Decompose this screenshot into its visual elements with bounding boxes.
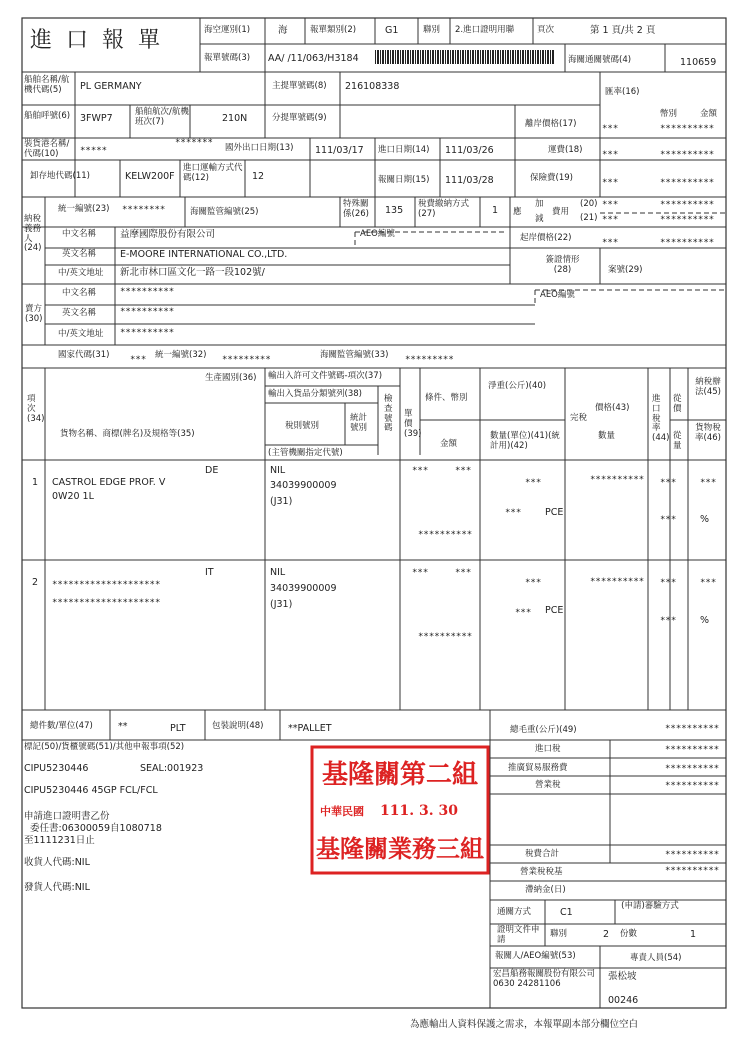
country-value: *** xyxy=(130,355,147,365)
port-value: ***** xyxy=(80,146,108,156)
add-value: *** xyxy=(602,200,619,210)
item-2-ad-val: *** xyxy=(660,616,677,626)
master-bl-value: 216108338 xyxy=(345,81,400,92)
sub-amount: ********** xyxy=(660,215,715,225)
business-value: ********** xyxy=(665,781,720,791)
report-date-value: 111/03/28 xyxy=(445,175,494,186)
packing-value: **PALLET xyxy=(288,723,332,734)
ad-col-label: 從價 xyxy=(673,394,682,414)
item-1-rate: *** xyxy=(660,478,677,488)
item-2-desc2: ******************** xyxy=(52,598,161,608)
house-bl-label: 分提單號碼(9) xyxy=(272,113,327,123)
packing-label: 包裝說明(48) xyxy=(212,721,264,731)
item-1-terms2: *** xyxy=(455,466,472,476)
business-base-label: 營業稅稅基 xyxy=(520,867,563,877)
seller-address-value: ********** xyxy=(120,328,175,338)
item-1-no: 1 xyxy=(32,477,39,488)
qty-col-label: 數量(單位)(41)(統計用)(42) xyxy=(490,431,560,451)
cert-copy-label: 聯別 xyxy=(550,929,568,939)
copy-label: 聯別 xyxy=(423,25,441,35)
currency-label: 幣別 xyxy=(660,109,678,119)
taxpayer-cn-name-label: 中文名稱 xyxy=(62,229,97,239)
add-no: (20) xyxy=(580,199,598,209)
item-2-amount: ********** xyxy=(418,632,473,642)
item-1-desc2: 0W20 1L xyxy=(52,491,94,502)
seller-section-label: 賣方(30) xyxy=(25,304,43,324)
item-2-method: *** xyxy=(700,578,717,588)
import-date-value: 111/03/26 xyxy=(445,145,494,156)
item-2-rate: *** xyxy=(660,578,677,588)
qty2-col-label: 數量 xyxy=(598,431,616,441)
taxpayer-uniform-value: ******** xyxy=(122,205,166,215)
late-label: 滯納金(日) xyxy=(525,885,566,895)
stamp-date: 111. 3. 30 xyxy=(380,803,458,819)
promo-value: ********** xyxy=(665,764,720,774)
item-1-weight: *** xyxy=(525,478,542,488)
item-2-weight: *** xyxy=(525,578,542,588)
item-2-origin: IT xyxy=(205,567,214,578)
unit-price-col-label: 單價(39) xyxy=(404,409,422,439)
callsign-value: 3FWP7 xyxy=(80,113,113,124)
total-label: 稅費合計 xyxy=(525,849,560,859)
taxpayer-supervision-label: 海關監管編號(25) xyxy=(190,207,259,217)
item-1-pct: % xyxy=(700,514,710,525)
staff-name: 張松坡 xyxy=(608,971,637,982)
terms-col-label: 條件、幣別 xyxy=(425,393,468,403)
sub-label: 減 xyxy=(535,214,544,224)
goods-tax-col-label: 貨物稅率(46) xyxy=(695,423,721,443)
footer-note: 為應輸出人資料保護之需求，本報單副本部分欄位空白 xyxy=(410,1019,639,1030)
unload-value: KELW200F xyxy=(125,171,175,182)
insurance-amount: ********** xyxy=(660,178,715,188)
request-label: (申請)審驗方式 xyxy=(621,901,679,911)
case-label: 案號(29) xyxy=(608,265,643,275)
marks-line1: CIPU5230446 xyxy=(24,763,89,774)
item-1-agency: (J31) xyxy=(270,496,293,507)
add-amount: ********** xyxy=(660,200,715,210)
item-2-terms1: *** xyxy=(412,568,429,578)
item-2-qty: *** xyxy=(515,608,532,618)
transport-value: 海 xyxy=(278,25,288,36)
decl-no-label: 報單號碼(3) xyxy=(204,53,251,63)
insurance-label: 保險費(19) xyxy=(530,173,573,183)
sub-value: *** xyxy=(602,215,619,225)
cert-copy-value: 2 xyxy=(603,929,610,940)
item-2-agency: (J31) xyxy=(270,599,293,610)
voyage-label: 船舶航次/航機班次(7) xyxy=(135,107,189,127)
port-extra: ******* xyxy=(175,138,213,148)
item-1-method: *** xyxy=(700,478,717,488)
agency-col-label: (主管機關指定代號) xyxy=(268,448,343,458)
origin-col-label: 生產國別(36) xyxy=(205,373,257,383)
freight-value: *** xyxy=(602,150,619,160)
item-1-qty: *** xyxy=(505,508,522,518)
cert-label: 證明文件申請 xyxy=(497,925,540,945)
gross-label: 總毛重(公斤)(49) xyxy=(510,725,577,735)
form-title: 進口報單 xyxy=(30,28,175,53)
marks-label: 標記(50)/貨櫃號碼(51)/其他申報事項(52) xyxy=(24,742,185,752)
marks-line3: 申請進口證明書乙份 xyxy=(24,811,110,822)
item-1-tariff: 34039900009 xyxy=(270,480,337,491)
pieces-value: ** xyxy=(118,721,128,732)
net-weight-col-label: 淨重(公斤)(40) xyxy=(488,381,547,391)
item-1-value: ********** xyxy=(590,475,645,485)
seller-uniform-label: 統一編號(32) xyxy=(155,350,207,360)
taxpayer-cn-name-value: 益摩國際股份有限公司 xyxy=(120,229,216,240)
decl-no-value: AA/ /11/063/H3184 xyxy=(268,53,359,64)
transport-mode-value: 12 xyxy=(252,171,265,182)
item-1-unit: PCE xyxy=(545,507,564,518)
seller-supervision-value: ********* xyxy=(405,355,454,365)
fob-label: 離岸價格(17) xyxy=(525,119,577,129)
broker-name: 宏昌船務報關股份有限公司 0630 24281106 xyxy=(493,969,596,989)
page-label: 頁次 xyxy=(537,25,555,35)
sub-no: (21) xyxy=(580,213,598,223)
vessel-name-label: 船舶名稱/航機代碼(5) xyxy=(24,75,70,95)
stamp-bottom: 基隆關業務三組 xyxy=(316,834,484,863)
import-date-label: 進口日期(14) xyxy=(378,145,430,155)
gross-value: ********** xyxy=(665,724,720,734)
special-label: 特殊關係(26) xyxy=(343,199,369,219)
cif-value: *** xyxy=(602,238,619,248)
item-1-desc1: CASTROL EDGE PROF. V xyxy=(52,477,166,488)
transport-mode-label: 進口運輸方式代碼(12) xyxy=(183,163,243,183)
import-tax-label: 進口稅 xyxy=(535,744,561,754)
port-label: 裝貨港名稱/代碼(10) xyxy=(24,139,70,159)
doc-label: 簽證情形(28) xyxy=(545,255,580,275)
seller-address-label: 中/英文地址 xyxy=(58,329,104,339)
seller-en-name-value: ********** xyxy=(120,307,175,317)
tariff-col-label: 稅則號別 xyxy=(285,421,320,431)
value-col-label: 價格(43) xyxy=(595,403,630,413)
taxpayer-uniform-label: 統一編號(23) xyxy=(58,204,110,214)
pay-method-value: 1 xyxy=(492,205,499,216)
stat-col-label: 統計號別 xyxy=(350,413,368,433)
customs-code-value: 110659 xyxy=(680,57,717,68)
seller-en-name-label: 英文名稱 xyxy=(62,308,97,318)
freight-label: 運費(18) xyxy=(548,145,583,155)
cif-amount: ********** xyxy=(660,238,715,248)
customs-code-label: 海關通關號碼(4) xyxy=(568,55,632,65)
category-label: 報單類別(2) xyxy=(310,25,357,35)
marks-line5: 至1111231日止 xyxy=(24,835,95,846)
item-2-tariff: 34039900009 xyxy=(270,583,337,594)
item-1-amount: ********** xyxy=(418,530,473,540)
insurance-value: *** xyxy=(602,178,619,188)
category-value: G1 xyxy=(385,25,399,36)
customs-stamp xyxy=(310,745,490,875)
export-date-value: 111/03/17 xyxy=(315,145,364,156)
pay-method-label: 稅費繳納方式(27) xyxy=(418,199,470,219)
staff-no: 00246 xyxy=(608,995,639,1006)
business-label: 營業稅 xyxy=(535,780,561,790)
taxpayer-en-name-label: 英文名稱 xyxy=(62,249,97,259)
callsign-label: 船舶呼號(6) xyxy=(24,111,71,121)
rate-label: 匯率(16) xyxy=(605,87,640,97)
export-date-label: 國外出口日期(13) xyxy=(225,143,294,153)
should-label: 應 xyxy=(513,207,522,217)
taxpayer-section-label: 納稅義務人(24) xyxy=(24,214,42,254)
marks-line2: CIPU5230446 45GP FCL/FCL xyxy=(24,785,158,796)
vessel-name-value: PL GERMANY xyxy=(80,81,142,92)
item-2-unit: PCE xyxy=(545,605,564,616)
desc-col-label: 貨物名稱、商標(牌名)及規格等(35) xyxy=(60,429,195,439)
marks-receiver: 收貨人代碼:NIL xyxy=(24,857,90,868)
method-col-label: 納稅辦法(45) xyxy=(695,377,721,397)
class-col-label: 輸出入貨品分類號列(38) xyxy=(268,389,362,399)
master-bl-label: 主提單號碼(8) xyxy=(272,81,327,91)
item-2-terms2: *** xyxy=(455,568,472,578)
inspect-col-label: 檢查號碼 xyxy=(384,394,393,434)
item-2-desc1: ******************** xyxy=(52,580,161,590)
taxpayer-address-value: 新北市林口區文化一路一段102號/ xyxy=(120,267,265,278)
page-text: 第 1 頁/共 2 頁 xyxy=(590,25,656,36)
stamp-date-prefix: 中華民國 xyxy=(320,805,364,818)
copy-value: 2.進口證明用聯 xyxy=(455,25,515,35)
item-2-permit: NIL xyxy=(270,567,286,578)
fee-label: 費用 xyxy=(552,207,570,217)
marks-seal: SEAL:001923 xyxy=(140,763,204,774)
amount-label: 金額 xyxy=(700,109,718,119)
item-col-label: 項次(34) xyxy=(27,394,45,424)
count-value: 1 xyxy=(690,929,697,940)
sp-col-label: 從量 xyxy=(673,431,682,451)
marks-sender: 發貨人代碼:NIL xyxy=(24,882,90,893)
taxpayer-aeo-label: AEO編號 xyxy=(360,229,395,239)
seller-cn-name-value: ********** xyxy=(120,287,175,297)
stamp-top: 基隆關第二組 xyxy=(321,760,479,790)
country-label: 國家代碼(31) xyxy=(58,350,110,360)
staff-label: 專責人員(54) xyxy=(630,953,682,963)
report-date-label: 報關日期(15) xyxy=(378,175,430,185)
pieces-label: 總件數/單位(47) xyxy=(30,721,93,731)
count-label: 份數 xyxy=(620,929,638,939)
business-base-value: ********** xyxy=(665,866,720,876)
seller-aeo-label: AEO編號 xyxy=(540,290,575,300)
unload-label: 卸存地代碼(11) xyxy=(30,171,90,181)
transport-label: 海空運別(1) xyxy=(204,25,251,35)
taxpayer-en-name-value: E-MOORE INTERNATIONAL CO.,LTD. xyxy=(120,249,288,260)
item-2-pct: % xyxy=(700,615,710,626)
clearance-label: 通關方式 xyxy=(497,907,532,917)
pieces-unit: PLT xyxy=(170,723,186,734)
seller-supervision-label: 海關監管編號(33) xyxy=(320,350,389,360)
amount-col-label: 金額 xyxy=(440,439,458,449)
promo-label: 推廣貿易服務費 xyxy=(508,763,568,773)
voyage-value: 210N xyxy=(222,113,248,124)
fob-amount: ********** xyxy=(660,124,715,134)
marks-line4: 委任書:06300059自1080718 xyxy=(30,823,162,834)
item-1-ad-val: *** xyxy=(660,515,677,525)
broker-label: 報關人/AEO編號(53) xyxy=(495,951,576,961)
seller-uniform-value: ********* xyxy=(222,355,271,365)
clearance-value: C1 xyxy=(560,907,573,918)
item-1-origin: DE xyxy=(205,465,219,476)
freight-amount: ********** xyxy=(660,150,715,160)
permit-col-label: 輸出入許可文件號碼-項次(37) xyxy=(268,371,383,381)
item-2-no: 2 xyxy=(32,577,39,588)
item-1-terms1: *** xyxy=(412,466,429,476)
barcode xyxy=(375,50,555,64)
special-value: 135 xyxy=(385,205,404,216)
add-label: 加 xyxy=(535,199,544,209)
fob-value: *** xyxy=(602,124,619,134)
rate-col-label: 進口稅率(44) xyxy=(652,394,670,444)
total-value: ********** xyxy=(665,850,720,860)
taxpayer-address-label: 中/英文地址 xyxy=(58,268,104,278)
item-1-permit: NIL xyxy=(270,465,286,476)
item-2-value: ********** xyxy=(590,577,645,587)
duty-col-label: 完稅 xyxy=(570,413,588,423)
seller-cn-name-label: 中文名稱 xyxy=(62,288,97,298)
cif-label: 起岸價格(22) xyxy=(520,233,572,243)
import-tax-value: ********** xyxy=(665,745,720,755)
